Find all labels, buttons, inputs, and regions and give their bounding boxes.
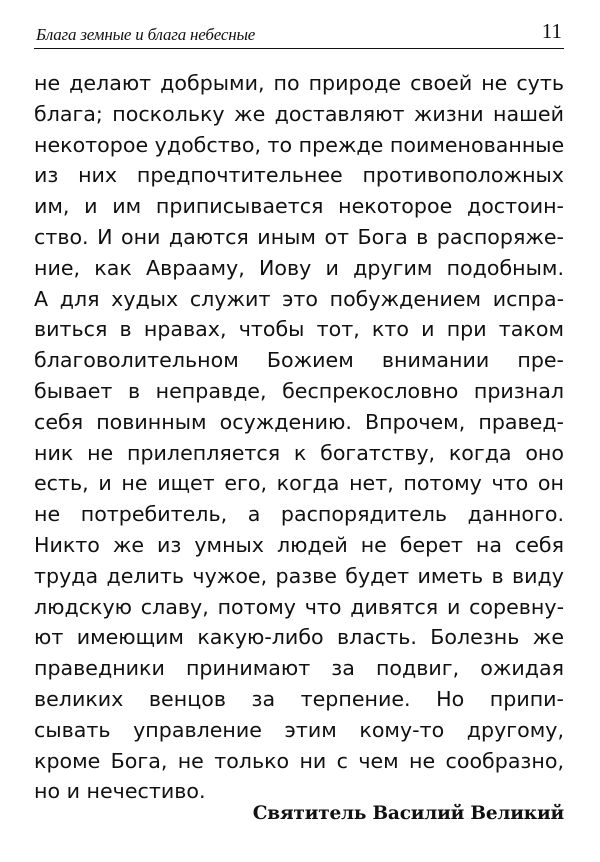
text-line: некоторое удобство, то прежде поименованные <box>34 132 565 157</box>
text-line: людскую славу, потому что дивятся и соревну- <box>34 594 564 619</box>
author-signature: Святитель Василий Великий <box>252 803 564 824</box>
text-line-last: но и нечестиво. <box>34 779 206 804</box>
text-line: сывать управление этим кому-то другому, <box>34 717 564 742</box>
text-line: себя повинным осуждению. Впрочем, правед- <box>34 409 564 434</box>
text-line: благоволительном Божием внимании пре- <box>34 348 564 373</box>
text-line: из них предпочтительнее противоположных <box>34 163 564 188</box>
text-line: А для худых служит это побуждением испра- <box>34 286 564 311</box>
text-line: бывает в неправде, беспрекословно признал <box>34 378 564 403</box>
body-text <box>34 68 564 807</box>
text-line: не потребитель, а распорядитель данного. <box>34 502 564 527</box>
text-line: великих венцов за терпение. Но припи- <box>34 686 564 711</box>
running-head <box>34 19 564 49</box>
text-line: ник не прилепляется к богатству, когда оно <box>34 440 564 465</box>
text-line: есть, и не ищет его, когда нет, потому что он <box>34 471 564 496</box>
text-line: ство. И они даются иным от Бога в распоряже- <box>34 224 564 249</box>
text-line: труда делить чужое, разве будет иметь в виду <box>34 563 564 588</box>
text-line: виться в нравах, чтобы тот, кто и при таком <box>34 317 564 342</box>
text-line: кроме Бога, не только ни с чем не сообразно, <box>34 748 564 773</box>
text-line: ют имеющим какую-либо власть. Болезнь же <box>34 625 564 650</box>
text-line: не делают добрыми, по природе своей не суть <box>34 71 564 95</box>
text-line: праведники принимают за подвиг, ожидая <box>34 656 564 681</box>
text-line: им, и им приписывается некоторое достоин- <box>34 194 564 219</box>
running-title: Блага земные и блага небесные <box>36 25 256 44</box>
text-line: ние, как Аврааму, Иову и другим подобным. <box>34 255 564 280</box>
text-line: Никто же из умных людей не берет на себя <box>34 532 564 557</box>
page-number: 11 <box>541 19 562 43</box>
text-line: блага; поскольку же доставляют жизни нашей <box>34 101 564 126</box>
